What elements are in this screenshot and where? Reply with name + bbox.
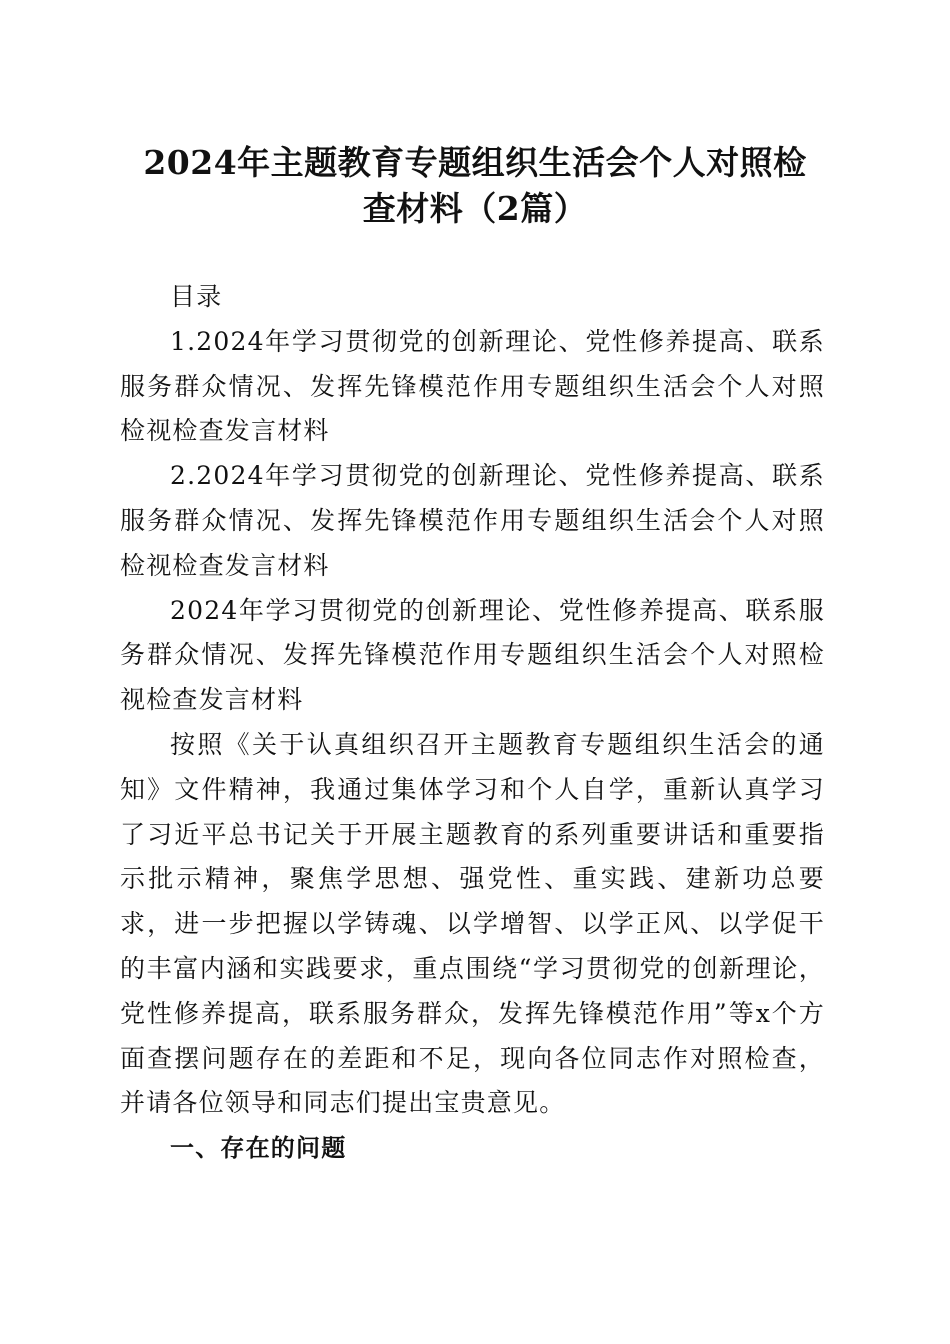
toc-item-2: 2.2024年学习贯彻党的创新理论、党性修养提高、联系服务群众情况、发挥先锋模范作用专题组织生活会个人对照检视检查发言材料 xyxy=(120,461,825,580)
document-title-line2: 查材料（2篇） xyxy=(362,189,588,228)
intro-paragraph: 按照《关于认真组织召开主题教育专题组织生活会的通知》文件精神，我通过集体学习和个人自学，重新认真学习了习近平总书记关于开展主题教育的系列重要讲话和重要指示批示精神，聚焦学思想、强党性、重实践、建新功总要求，进一步把握以学铸魂、以学增智、以学正风、以学促干的丰富内涵和实践要求，重点围绕“学习贯彻党的创新理论，党性修养提高，联系服务群众，发挥先锋模范作用”等x个方面查摆问题存在的差距和不足，现向各位同志作对照检查，并请各位领导和同志们提出宝贵意见。 xyxy=(120,729,825,1118)
toc-heading: 目录 xyxy=(170,282,223,311)
document-title-line1: 2024年主题教育专题组织生活会个人对照检 xyxy=(143,143,807,182)
document-title xyxy=(120,140,830,232)
document-body xyxy=(120,275,825,1171)
toc-item-1: 1.2024年学习贯彻党的创新理论、党性修养提高、联系服务群众情况、发挥先锋模范作用专题组织生活会个人对照检视检查发言材料 xyxy=(120,326,825,446)
article-title: 2024年学习贯彻党的创新理论、党性修养提高、联系服务群众情况、发挥先锋模范作用专题组织生活会个人对照检视检查发言材料 xyxy=(120,595,825,715)
section-heading-problems: 一、存在的问题 xyxy=(170,1134,347,1163)
